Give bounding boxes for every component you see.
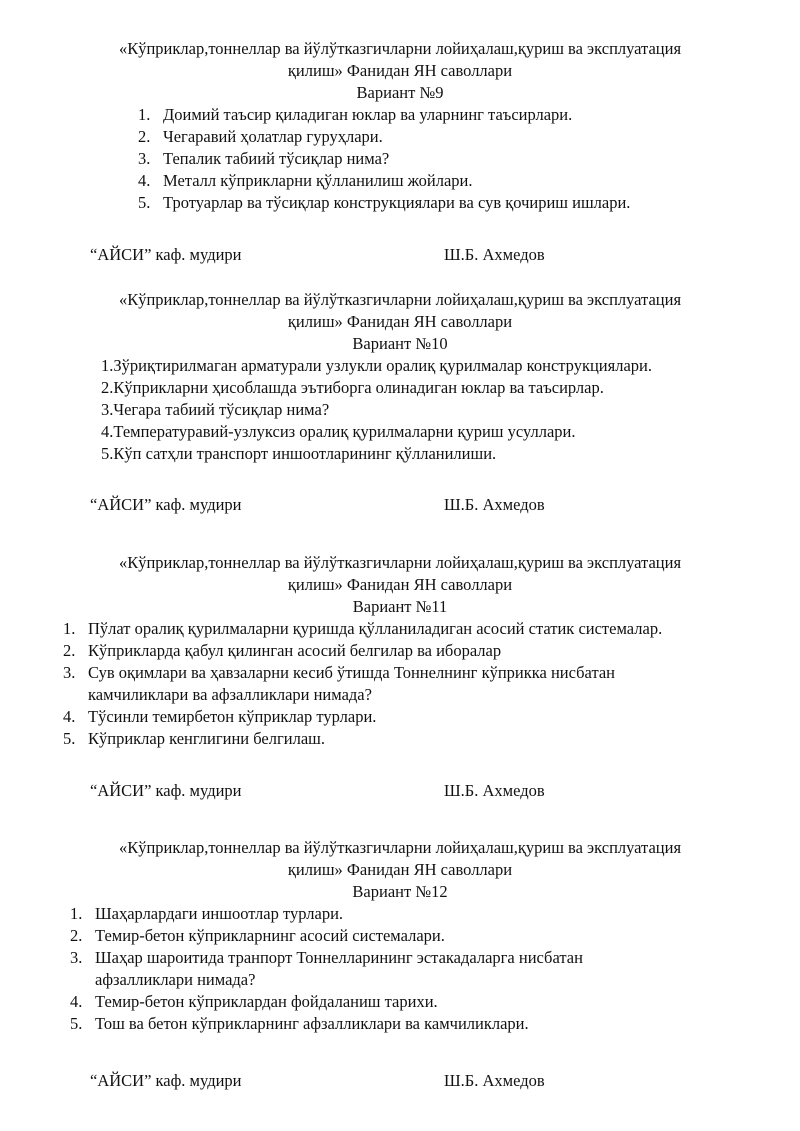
sheet-title-line-2: қилиш» Фанидан ЯН саволлари	[287, 312, 513, 331]
question-item	[0, 662, 800, 706]
question-number: 4.	[101, 422, 114, 441]
sheet-title	[0, 38, 800, 82]
question-item	[0, 903, 800, 925]
question-text: Тепалик табиий тўсиқлар нима?	[163, 149, 390, 168]
question-number: 5.	[101, 444, 114, 463]
signature-line	[0, 244, 800, 266]
question-item	[0, 355, 800, 377]
question-list	[0, 355, 800, 465]
question-number: 5.	[63, 729, 76, 748]
sheet-title-line-1: «Кўприклар,тоннеллар ва йўлўтказгичларни лойиҳалаш,қуриш ва эксплуатация	[118, 553, 682, 572]
question-list	[0, 903, 800, 1035]
question-text: Кўприклар кенглигини белгилаш.	[88, 729, 325, 748]
question-sheet-variant-10	[0, 289, 800, 465]
signature-name: Ш.Б. Ахмедов	[444, 495, 545, 514]
question-item	[0, 148, 800, 170]
question-text: Кўп сатҳли транспорт иншоотларининг қўлланилиши.	[113, 444, 497, 463]
question-number: 2.	[101, 378, 114, 397]
question-text: Пўлат оралиқ қурилмаларни қуришда қўлланиладиган асосий статик системалар.	[88, 619, 663, 638]
signature-role: “АЙСИ” каф. мудири	[90, 781, 242, 800]
question-text: Чегаравий ҳолатлар гуруҳлари.	[163, 127, 383, 146]
signature-role: “АЙСИ” каф. мудири	[90, 245, 242, 264]
question-text: Шаҳар шароитида транпорт Тоннелларининг эстакадаларга нисбатан	[95, 948, 583, 967]
question-item	[0, 126, 800, 148]
question-text: Кўприкларни ҳисоблашда эътиборга олинадиган юклар ва таъсирлар.	[113, 378, 604, 397]
question-number: 1.	[101, 356, 114, 375]
question-item	[0, 443, 800, 465]
question-text: Сув оқимлари ва ҳавзаларни кесиб ўтишда Тоннелнинг кўприкка нисбатан	[88, 663, 616, 682]
question-number: 5.	[138, 193, 151, 212]
sheet-title-line-1: «Кўприклар,тоннеллар ва йўлўтказгичларни лойиҳалаш,қуриш ва эксплуатация	[118, 39, 682, 58]
question-item	[0, 947, 800, 991]
question-text: Температуравий-узлуксиз оралиқ қурилмаларни қуриш усуллари.	[113, 422, 576, 441]
question-number: 2.	[138, 127, 151, 146]
sheet-title-line-1: «Кўприклар,тоннеллар ва йўлўтказгичларни лойиҳалаш,қуриш ва эксплуатация	[118, 838, 682, 857]
question-number: 1.	[138, 105, 151, 124]
question-item	[0, 192, 800, 214]
question-item	[0, 991, 800, 1013]
question-item	[0, 421, 800, 443]
question-text: Металл кўприкларни қўлланилиш жойлари.	[163, 171, 473, 190]
question-sheet-variant-12	[0, 837, 800, 1035]
question-list	[0, 618, 800, 750]
signature-line	[0, 780, 800, 802]
question-text-continued: афзалликлари нимада?	[95, 970, 256, 989]
question-text: Тўсинли темирбетон кўприклар турлари.	[88, 707, 377, 726]
question-sheet-variant-11	[0, 552, 800, 750]
question-text: Шаҳарлардаги иншоотлар турлари.	[95, 904, 344, 923]
variant-heading: Вариант №9	[356, 83, 444, 102]
question-text-continued: камчиликлари ва афзалликлари нимада?	[88, 685, 372, 704]
question-item	[0, 618, 800, 640]
sheet-title-line-2: қилиш» Фанидан ЯН саволлари	[287, 860, 513, 879]
question-number: 3.	[101, 400, 114, 419]
question-text: Чегара табиий тўсиқлар нима?	[113, 400, 330, 419]
signature-line	[0, 1070, 800, 1092]
question-text: Тош ва бетон кўприкларнинг афзалликлари ва камчиликлари.	[95, 1014, 529, 1033]
question-text: Доимий таъсир қиладиган юклар ва уларнинг таъсирлари.	[163, 105, 573, 124]
question-number: 3.	[138, 149, 151, 168]
question-list	[0, 104, 800, 214]
question-number: 4.	[70, 992, 83, 1011]
sheet-title-line-1: «Кўприклар,тоннеллар ва йўлўтказгичларни лойиҳалаш,қуриш ва эксплуатация	[118, 290, 682, 309]
question-number: 3.	[63, 663, 76, 682]
question-text: Темир-бетон кўприкларнинг асосий системалари.	[95, 926, 445, 945]
question-number: 4.	[63, 707, 76, 726]
signature-role: “АЙСИ” каф. мудири	[90, 1071, 242, 1090]
sheet-title-line-2: қилиш» Фанидан ЯН саволлари	[287, 61, 513, 80]
signature-role: “АЙСИ” каф. мудири	[90, 495, 242, 514]
question-text: Кўприкларда қабул қилинган асосий белгилар ва иборалар	[88, 641, 502, 660]
signature-line	[0, 494, 800, 516]
question-number: 3.	[70, 948, 83, 967]
sheet-title	[0, 552, 800, 596]
question-number: 2.	[63, 641, 76, 660]
question-item	[0, 1013, 800, 1035]
question-item	[0, 728, 800, 750]
question-item	[0, 640, 800, 662]
question-number: 1.	[63, 619, 76, 638]
question-item	[0, 170, 800, 192]
question-number: 1.	[70, 904, 83, 923]
question-item	[0, 104, 800, 126]
variant-heading: Вариант №12	[352, 882, 448, 901]
variant-heading: Вариант №10	[352, 334, 448, 353]
sheet-title-line-2: қилиш» Фанидан ЯН саволлари	[287, 575, 513, 594]
question-item	[0, 925, 800, 947]
question-number: 5.	[70, 1014, 83, 1033]
question-item	[0, 377, 800, 399]
signature-name: Ш.Б. Ахмедов	[444, 781, 545, 800]
sheet-title	[0, 837, 800, 881]
question-text: Зўриқтирилмаган арматурали узлукли оралиқ қурилмалар конструкциялари.	[113, 356, 652, 375]
question-text: Темир-бетон кўприклардан фойдаланиш тарихи.	[95, 992, 438, 1011]
question-text: Тротуарлар ва тўсиқлар конструкциялари ва сув қочириш ишлари.	[163, 193, 631, 212]
question-item	[0, 706, 800, 728]
signature-name: Ш.Б. Ахмедов	[444, 1071, 545, 1090]
question-item	[0, 399, 800, 421]
signature-name: Ш.Б. Ахмедов	[444, 245, 545, 264]
variant-heading: Вариант №11	[352, 597, 448, 616]
question-sheet-variant-9	[0, 38, 800, 214]
sheet-title	[0, 289, 800, 333]
question-number: 4.	[138, 171, 151, 190]
question-number: 2.	[70, 926, 83, 945]
